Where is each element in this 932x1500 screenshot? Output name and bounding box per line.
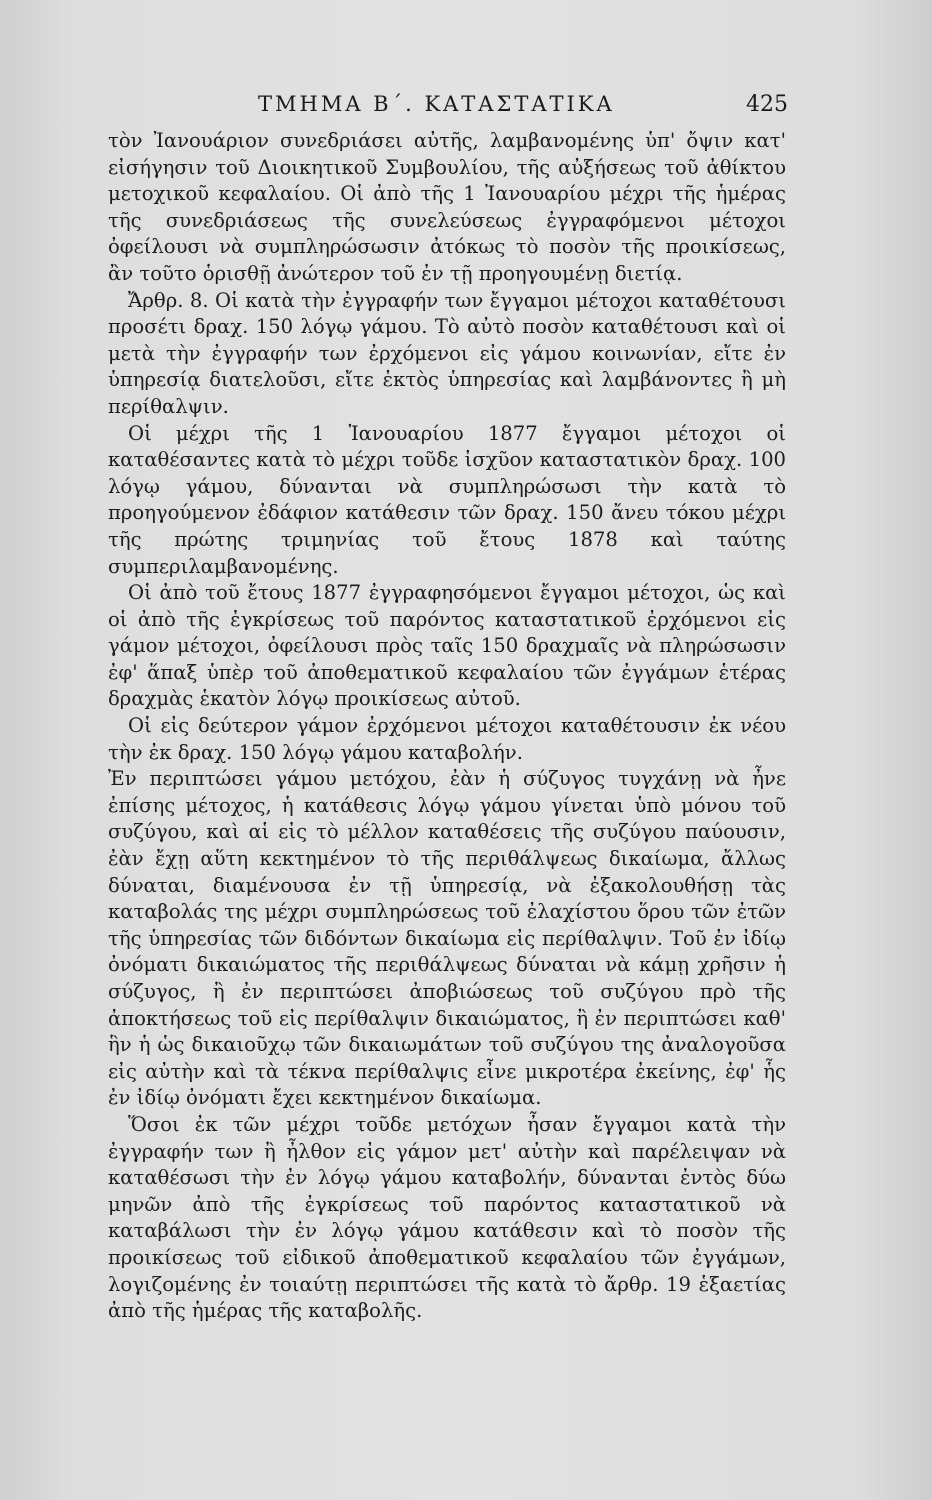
paragraph: Οἱ μέχρι τῆς 1 Ἰανουαρίου 1877 ἔγγαμοι μέτοχοι οἱ καταθέσαντες κατὰ τὸ μέχρι τοῦδε ἰσχῦον καταστατικὸν δραχ. 100 λόγῳ γάμου, δύνανται νὰ συμπληρώσωσι τὴν κατὰ τὸ προηγούμενον ἐδάφιον κατάθεσιν τῶν δραχ. 150 ἄνευ τόκου μέχρι τῆς πρώτης τριμηνίας τοῦ ἔτους 1878 καὶ ταύτης συμπεριλαμβανομένης.	[108, 421, 786, 578]
paragraph: Ὅσοι ἐκ τῶν μέχρι τοῦδε μετόχων ἦσαν ἔγγαμοι κατὰ τὴν ἐγγραφήν των ἢ ἦλθον εἰς γάμον μετ' αὐτὴν καὶ παρέλειψαν νὰ καταθέσωσι τὴν ἐν λόγῳ γάμου καταβολήν, δύνανται ἐντὸς δύω μηνῶν ἀπὸ τῆς ἐγκρίσεως τοῦ παρόντος καταστατικοῦ νὰ καταβάλωσι τὴν ἐν λόγῳ γάμου κατάθεσιν καὶ τὸ ποσὸν τῆς προικίσεως τοῦ εἰδικοῦ ἀποθεματικοῦ κεφαλαίου τῶν ἐγγάμων, λογιζομένης ἐν τοιαύτῃ περιπτώσει τῆς κατὰ τὸ ἄρθρ. 19 ἑξαετίας ἀπὸ τῆς ἡμέρας τῆς καταβολῆς.	[108, 1112, 786, 1323]
paragraph: Οἱ ἀπὸ τοῦ ἔτους 1877 ἐγγραφησόμενοι ἔγγαμοι μέτοχοι, ὡς καὶ οἱ ἀπὸ τῆς ἐγκρίσεως τοῦ παρόντος καταστατικοῦ ἐρχόμενοι εἰς γάμον μέτοχοι, ὀφείλουσι πρὸς ταῖς 150 δραχμαῖς νὰ πληρώσωσιν ἐφ' ἅπαξ ὑπὲρ τοῦ ἀποθεματικοῦ κεφαλαίου τῶν ἐγγάμων ἑτέρας δραχμὰς ἑκατὸν λόγῳ προικίσεως αὐτοῦ.	[108, 581, 786, 711]
paragraph-continuation: τὸν Ἰανουάριον συνεδριάσει αὐτῆς, λαμβανομένης ὑπ' ὄψιν κατ' εἰσήγησιν τοῦ Διοικητικοῦ Συμβουλίου, τῆς αὐξήσεως τοῦ ἀθίκτου μετοχικοῦ κεφαλαίου. Οἱ ἀπὸ τῆς 1 Ἰανουαρίου μέχρι τῆς ἡμέρας τῆς συνεδριάσεως τῆς συνελεύσεως ἐγγραφόμενοι μέτοχοι ὀφείλουσι νὰ συμπληρώσωσιν ἀτόκως τὸ ποσὸν τῆς προικίσεως, ἂν τοῦτο ὁρισθῇ ἀνώτερον τοῦ ἐν τῇ προηγουμένῃ διετίᾳ.	[108, 129, 786, 285]
page-number: 425	[746, 92, 788, 117]
body-text	[108, 128, 786, 1325]
paragraph: Οἱ εἰς δεύτερον γάμον ἐρχόμενοι μέτοχοι καταθέτουσιν ἐκ νέου τὴν ἐκ δραχ. 150 λόγῳ γάμου καταβολήν.	[108, 714, 786, 764]
paragraph: Ἐν περιπτώσει γάμου μετόχου, ἐὰν ἡ σύζυγος τυγχάνῃ νὰ ἦνε ἐπίσης μέτοχος, ἡ κατάθεσις λόγῳ γάμου γίνεται ὑπὸ μόνου τοῦ συζύγου, καὶ αἱ εἰς τὸ μέλλον καταθέσεις τῆς συζύγου παύουσιν, ἐὰν ἔχῃ αὕτη κεκτημένον τὸ τῆς περιθάλψεως δικαίωμα, ἄλλως δύναται, διαμένουσα ἐν τῇ ὑπηρεσίᾳ, νὰ ἐξακολουθήσῃ τὰς καταβολάς της μέχρι συμπληρώσεως τοῦ ἐλαχίστου ὅρου τῶν ἐτῶν τῆς ὑπηρεσίας τῶν διδόντων δικαίωμα εἰς περίθαλψιν. Τοῦ ἐν ἰδίῳ ὀνόματι δικαιώματος τῆς περιθάλψεως δύναται νὰ κάμῃ χρῆσιν ἡ σύζυγος, ἢ ἐν περιπτώσει ἀποβιώσεως τοῦ συζύγου πρὸ τῆς ἀποκτήσεως τοῦ εἰς περίθαλψιν δικαιώματος, ἢ ἐν περιπτώσει καθ' ἣν ἡ ὡς δικαιοῦχῳ τῶν δικαιωμάτων τοῦ συζύγου της ἀναλογοῦσα εἰς αὐτὴν καὶ τὰ τέκνα περίθαλψις εἶνε μικροτέρα ἐκείνης, ἐφ' ἧς ἐν ἰδίῳ ὀνόματι ἔχει κεκτημένον δικαίωμα.	[108, 767, 786, 1110]
running-head: ΤΜΗΜΑ Β΄. ΚΑΤΑΣΤΑΤΙΚΑ	[258, 92, 615, 116]
paragraph-article-8: Ἄρθρ. 8. Οἱ κατὰ τὴν ἐγγραφήν των ἔγγαμοι μέτοχοι καταθέτουσι προσέτι δραχ. 150 λόγῳ γάμου. Τὸ αὐτὸ ποσὸν καταθέτουσι καὶ οἱ μετὰ τὴν ἐγγραφήν των ἐρχόμενοι εἰς γάμου κοινωνίαν, εἴτε ἐν ὑπηρεσίᾳ διατελοῦσι, εἴτε ἐκτὸς ὑπηρεσίας καὶ λαμβάνοντες ἢ μὴ περίθαλψιν.	[108, 288, 786, 418]
page-header	[108, 92, 788, 122]
